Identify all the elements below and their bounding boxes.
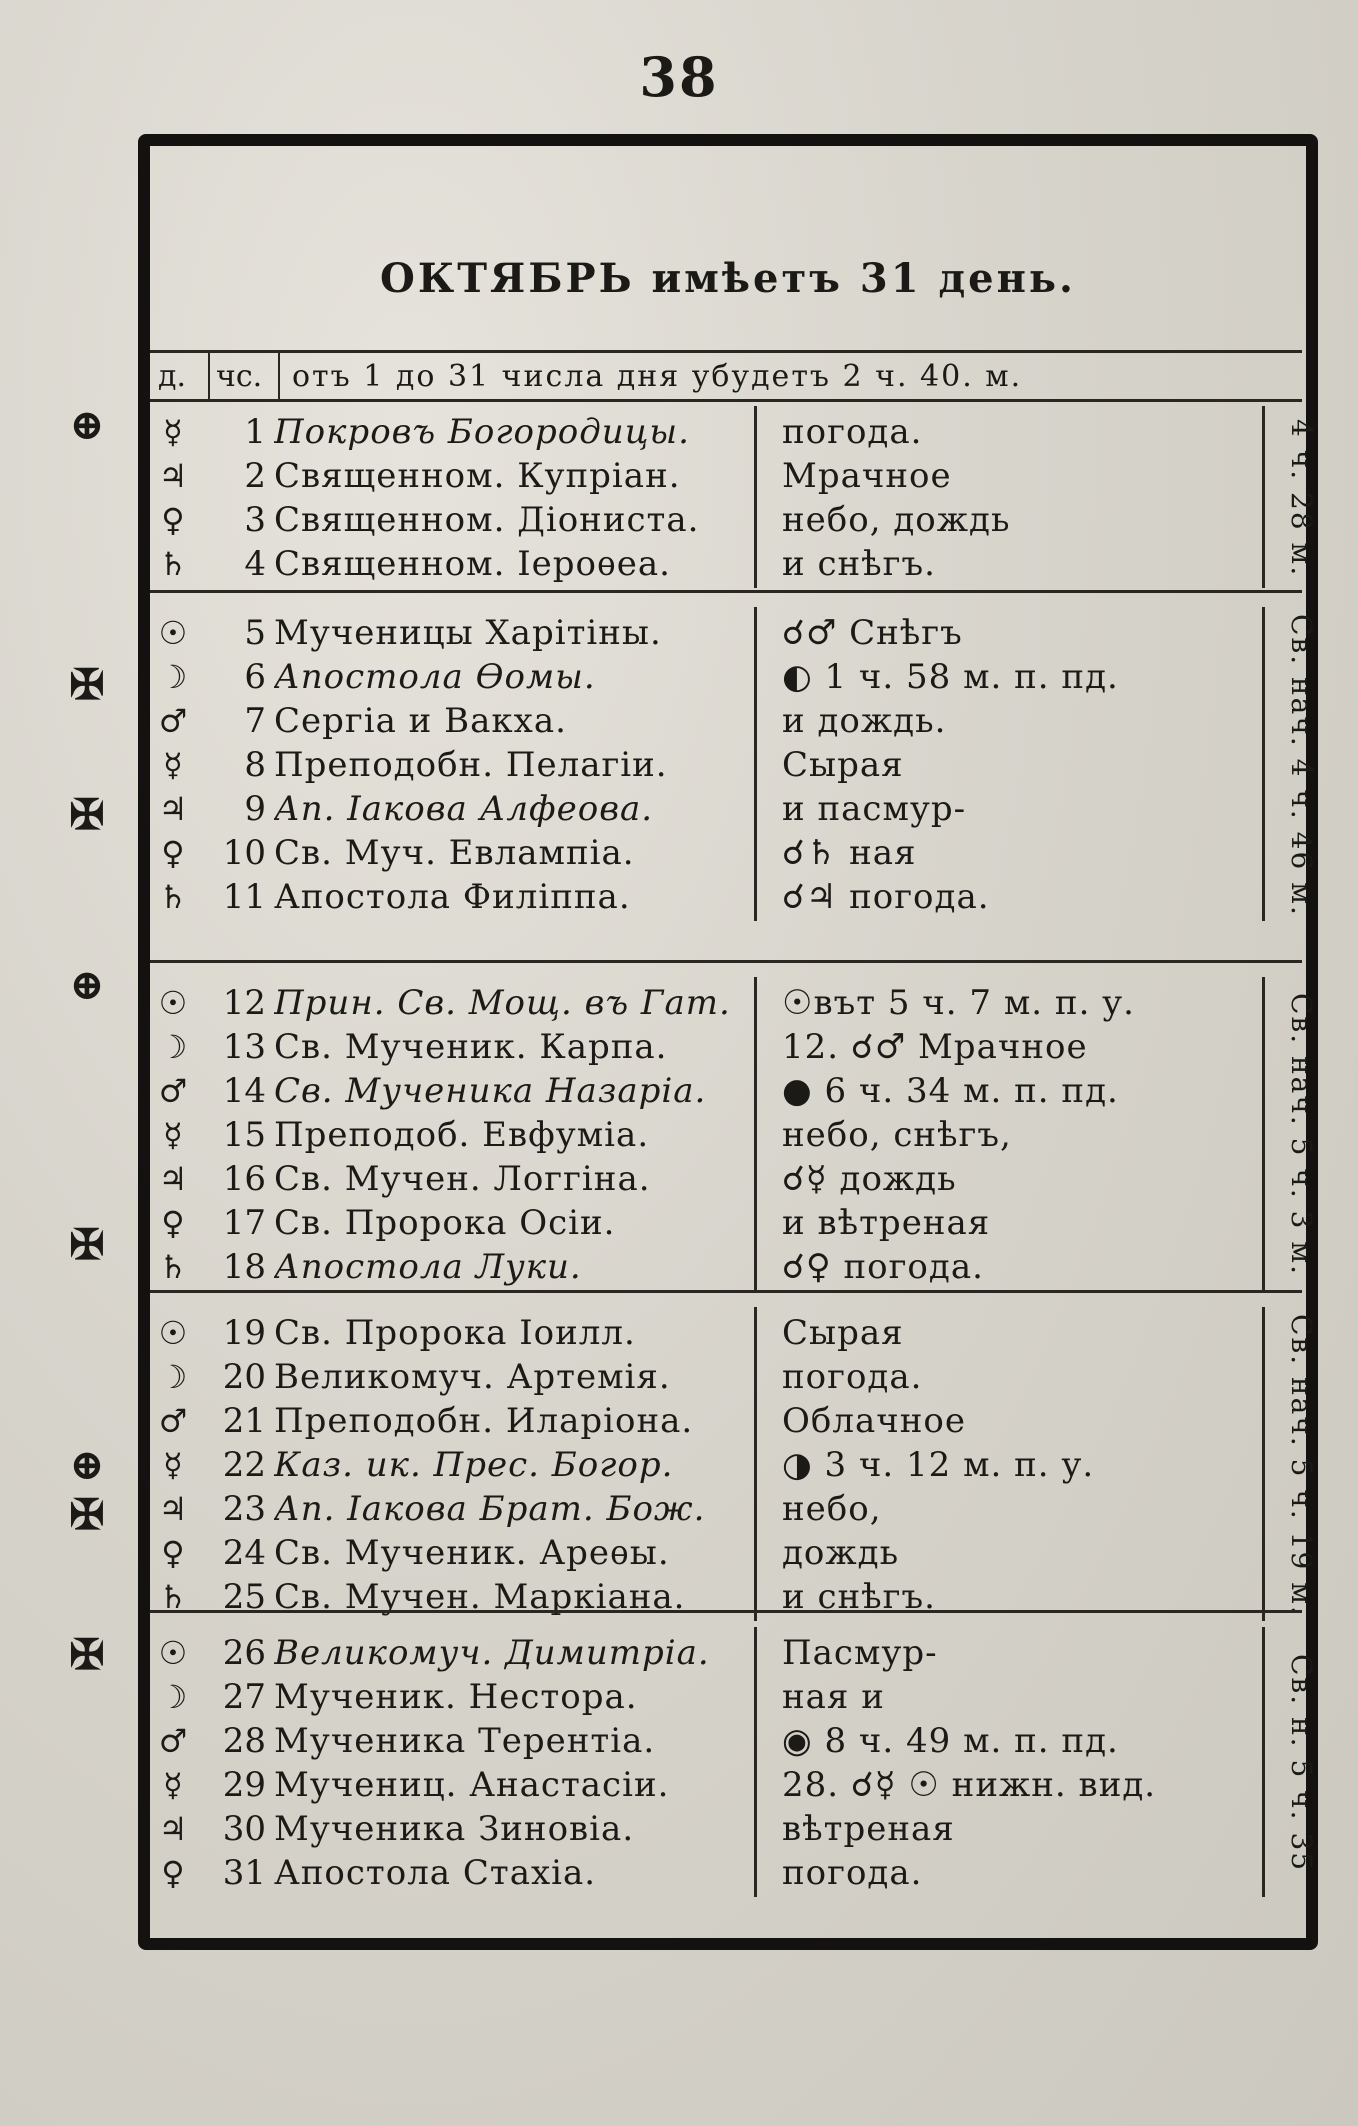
weekday-symbol: ♀ bbox=[161, 1854, 185, 1892]
weekday-symbol: ☉ bbox=[158, 1634, 188, 1672]
weather-note: ная и bbox=[782, 1677, 885, 1717]
weather-note: и снѣгъ. bbox=[782, 1577, 936, 1617]
calendar-row bbox=[150, 1245, 1302, 1289]
saint-name: Великомуч. Димитріа. bbox=[274, 1633, 710, 1673]
calendar-row bbox=[150, 1025, 1302, 1069]
cross-icon: ✠ bbox=[69, 790, 105, 839]
calendar-row bbox=[150, 1487, 1302, 1531]
saint-name: Великомуч. Артемія. bbox=[274, 1357, 671, 1397]
calendar-row bbox=[150, 1851, 1302, 1895]
weather-note: Сырая bbox=[782, 1313, 904, 1353]
weekday-symbol: ♄ bbox=[158, 1248, 188, 1286]
weekday-symbol: ♀ bbox=[161, 1204, 185, 1242]
day-number: 16 bbox=[222, 1159, 266, 1199]
cross-icon: ✠ bbox=[69, 660, 105, 709]
cross-icon: ✠ bbox=[69, 1490, 105, 1539]
calendar-row bbox=[150, 1443, 1302, 1487]
cross-circle-icon: ⊕ bbox=[69, 400, 105, 449]
week-block bbox=[150, 960, 1318, 1296]
saint-name: Св. Мученик. Ареѳы. bbox=[274, 1533, 670, 1573]
weather-note: небо, bbox=[782, 1489, 882, 1529]
day-number: 15 bbox=[222, 1115, 266, 1155]
calendar-row bbox=[150, 699, 1302, 743]
weekday-symbol: ♄ bbox=[158, 1578, 188, 1616]
day-number: 17 bbox=[222, 1203, 266, 1243]
calendar-row bbox=[150, 981, 1302, 1025]
saint-name: Каз. ик. Прес. Богор. bbox=[274, 1445, 674, 1485]
weather-note: 12. ☌♂ Мрачное bbox=[782, 1027, 1088, 1067]
weekday-symbol: ♂ bbox=[158, 1402, 188, 1440]
weather-note: Сырая bbox=[782, 745, 904, 785]
day-number: 29 bbox=[222, 1765, 266, 1805]
saint-name: Св. Мученик. Карпа. bbox=[274, 1027, 668, 1067]
calendar-row bbox=[150, 611, 1302, 655]
weather-note: небо, дождь bbox=[782, 500, 1011, 540]
saint-name: Преподобн. Пелагіи. bbox=[274, 745, 668, 785]
calendar-row bbox=[150, 542, 1302, 586]
weekday-symbol: ♀ bbox=[161, 1534, 185, 1572]
calendar-row bbox=[150, 1807, 1302, 1851]
saint-name: Св. Мучен. Логгіна. bbox=[274, 1159, 651, 1199]
calendar-row bbox=[150, 1675, 1302, 1719]
saint-name: Преподоб. Евфуміа. bbox=[274, 1115, 650, 1155]
calendar-row bbox=[150, 410, 1302, 454]
calendar-row bbox=[150, 454, 1302, 498]
saint-name: Ап. Іакова Алфеова. bbox=[274, 789, 654, 829]
day-number: 31 bbox=[222, 1853, 266, 1893]
weather-note: небо, снѣгъ, bbox=[782, 1115, 1012, 1155]
day-number: 3 bbox=[244, 500, 266, 540]
day-number: 8 bbox=[244, 745, 266, 785]
day-number: 30 bbox=[222, 1809, 266, 1849]
sunrise-note: Св. нач. 4 ч. 46 м. bbox=[1285, 613, 1318, 917]
calendar-row bbox=[150, 1201, 1302, 1245]
weather-note: ☌♃ погода. bbox=[782, 877, 990, 917]
weather-note: и пасмур- bbox=[782, 789, 967, 829]
weekday-symbol: ♂ bbox=[158, 1072, 188, 1110]
weather-note: погода. bbox=[782, 412, 923, 452]
weekday-symbol: ♀ bbox=[161, 501, 185, 539]
calendar-row bbox=[150, 1719, 1302, 1763]
weather-note: ☌♀ погода. bbox=[782, 1247, 984, 1287]
saint-name: Мученика Зиновіа. bbox=[274, 1809, 635, 1849]
saint-name: Апостола Ѳомы. bbox=[274, 657, 596, 697]
saint-name: Мучениц. Анастасіи. bbox=[274, 1765, 670, 1805]
weather-note: и вѣтреная bbox=[782, 1203, 991, 1243]
saint-name: Св. Пророка Осіи. bbox=[274, 1203, 616, 1243]
weekday-symbol: ☉ bbox=[158, 614, 188, 652]
weekday-symbol: ☽ bbox=[158, 1028, 188, 1066]
weather-note: погода. bbox=[782, 1853, 923, 1893]
weekday-symbol: ☽ bbox=[158, 1678, 188, 1716]
saint-name: Ап. Іакова Брат. Бож. bbox=[274, 1489, 706, 1529]
calendar-row bbox=[150, 787, 1302, 831]
weekday-symbol: ♃ bbox=[158, 1490, 188, 1528]
day-number: 22 bbox=[222, 1445, 266, 1485]
weekday-symbol: ☽ bbox=[158, 1358, 188, 1396]
saint-name: Св. Мученика Назаріа. bbox=[274, 1071, 707, 1111]
calendar-row bbox=[150, 1531, 1302, 1575]
weekday-symbol: ☿ bbox=[163, 413, 183, 451]
saint-name: Св. Мучен. Маркіана. bbox=[274, 1577, 686, 1617]
weekday-symbol: ☉ bbox=[158, 1314, 188, 1352]
saint-name: Священном. Іероѳеа. bbox=[274, 544, 671, 584]
table-header bbox=[150, 350, 1302, 402]
day-number: 6 bbox=[244, 657, 266, 697]
saint-name: Мученицы Харітіны. bbox=[274, 613, 662, 653]
calendar-row bbox=[150, 1157, 1302, 1201]
calendar-row bbox=[150, 831, 1302, 875]
day-number: 14 bbox=[222, 1071, 266, 1111]
weekday-symbol: ☿ bbox=[163, 1766, 183, 1804]
cross-circle-icon: ⊕ bbox=[69, 1440, 105, 1489]
day-number: 24 bbox=[222, 1533, 266, 1573]
weather-note: Мрачное bbox=[782, 456, 952, 496]
calendar-row bbox=[150, 743, 1302, 787]
day-number: 2 bbox=[244, 456, 266, 496]
calendar-row bbox=[150, 1355, 1302, 1399]
weather-note: ☌☿ дождь bbox=[782, 1159, 957, 1199]
weekday-symbol: ☉ bbox=[158, 984, 188, 1022]
sunrise-note: Св. нач. 5 ч. 3 м. bbox=[1285, 993, 1318, 1277]
calendar-row bbox=[150, 498, 1302, 542]
weekday-symbol: ♄ bbox=[158, 878, 188, 916]
cross-icon: ✠ bbox=[69, 1630, 105, 1679]
cross-circle-icon: ⊕ bbox=[69, 960, 105, 1009]
weather-note: ☌♂ Снѣгъ bbox=[782, 613, 963, 653]
saint-name: Преподобн. Иларіона. bbox=[274, 1401, 694, 1441]
day-number: 20 bbox=[222, 1357, 266, 1397]
saint-name: Апостола Филіппа. bbox=[274, 877, 631, 917]
saint-name: Мученика Терентіа. bbox=[274, 1721, 656, 1761]
week-block bbox=[150, 1290, 1318, 1626]
day-number: 5 bbox=[244, 613, 266, 653]
day-number: 28 bbox=[222, 1721, 266, 1761]
weather-note: и снѣгъ. bbox=[782, 544, 936, 584]
weather-note: 28. ☌☿ ☉ нижн. вид. bbox=[782, 1765, 1157, 1805]
weekday-symbol: ☿ bbox=[163, 1446, 183, 1484]
weekday-symbol: ♃ bbox=[158, 790, 188, 828]
weekday-symbol: ☿ bbox=[163, 746, 183, 784]
weather-note: Пасмур- bbox=[782, 1633, 938, 1673]
weather-note: Облачное bbox=[782, 1401, 966, 1441]
weather-note: и дождь. bbox=[782, 701, 947, 741]
day-number: 7 bbox=[244, 701, 266, 741]
weather-note: ☉вът 5 ч. 7 м. п. у. bbox=[782, 983, 1135, 1023]
calendar-row bbox=[150, 655, 1302, 699]
weekday-symbol: ♃ bbox=[158, 1160, 188, 1198]
weather-note: ● 6 ч. 34 м. п. пд. bbox=[782, 1071, 1119, 1111]
saint-name: Священном. Діониста. bbox=[274, 500, 700, 540]
day-number: 23 bbox=[222, 1489, 266, 1529]
saint-name: Апостола Луки. bbox=[274, 1247, 582, 1287]
weather-note: ☌♄ ная bbox=[782, 833, 917, 873]
weather-note: дождь bbox=[782, 1533, 900, 1573]
weekday-symbol: ♂ bbox=[158, 1722, 188, 1760]
weekday-symbol: ♂ bbox=[158, 702, 188, 740]
calendar-row bbox=[150, 1113, 1302, 1157]
weekday-symbol: ♀ bbox=[161, 834, 185, 872]
day-number: 13 bbox=[222, 1027, 266, 1067]
day-number: 19 bbox=[222, 1313, 266, 1353]
calendar-row bbox=[150, 875, 1302, 919]
calendar-row bbox=[150, 1763, 1302, 1807]
weekday-symbol: ☽ bbox=[158, 658, 188, 696]
day-number: 26 bbox=[222, 1633, 266, 1673]
weather-note: ◑ 3 ч. 12 м. п. у. bbox=[782, 1445, 1095, 1485]
day-number: 9 bbox=[244, 789, 266, 829]
cross-icon: ✠ bbox=[69, 1220, 105, 1269]
calendar-row bbox=[150, 1311, 1302, 1355]
sunrise-note: Св. нач. 5 ч. 19 м. bbox=[1285, 1313, 1318, 1617]
saint-name: Покровъ Богородицы. bbox=[274, 412, 690, 452]
saint-name: Апостола Стахіа. bbox=[274, 1853, 597, 1893]
saint-name: Священном. Купріан. bbox=[274, 456, 681, 496]
calendar-row bbox=[150, 1631, 1302, 1675]
weather-note: ◉ 8 ч. 49 м. п. пд. bbox=[782, 1721, 1119, 1761]
weekday-symbol: ♄ bbox=[158, 545, 188, 583]
day-number: 12 bbox=[222, 983, 266, 1023]
page-number: 38 bbox=[639, 45, 719, 109]
day-number: 11 bbox=[222, 877, 266, 917]
day-number: 21 bbox=[222, 1401, 266, 1441]
saint-name: Сергіа и Вакха. bbox=[274, 701, 567, 741]
weekday-symbol: ♃ bbox=[158, 1810, 188, 1848]
saint-name: Прин. Св. Мощ. въ Гат. bbox=[274, 983, 731, 1023]
day-number: 1 bbox=[244, 412, 266, 452]
saint-name: Св. Пророка Іоилл. bbox=[274, 1313, 636, 1353]
weather-note: вѣтреная bbox=[782, 1809, 955, 1849]
day-number: 4 bbox=[244, 544, 266, 584]
weekday-symbol: ☿ bbox=[163, 1116, 183, 1154]
saint-name: Мученик. Нестора. bbox=[274, 1677, 638, 1717]
day-number: 18 bbox=[222, 1247, 266, 1287]
day-number: 25 bbox=[222, 1577, 266, 1617]
header-sunlight: отъ 1 до 31 числа дня убудетъ 2 ч. 40. м. bbox=[292, 358, 1023, 394]
calendar-row bbox=[150, 1069, 1302, 1113]
sunrise-note: Св. н. 5 ч. 35 bbox=[1285, 1653, 1318, 1873]
sunrise-note: 4 ч. 28 м. bbox=[1285, 418, 1318, 578]
week-block bbox=[150, 1610, 1318, 1902]
week-block bbox=[150, 402, 1318, 596]
day-number: 27 bbox=[222, 1677, 266, 1717]
day-number: 10 bbox=[222, 833, 266, 873]
week-block bbox=[150, 590, 1318, 926]
header-number: чс. bbox=[208, 353, 280, 399]
weather-note: погода. bbox=[782, 1357, 923, 1397]
saint-name: Св. Муч. Евлампіа. bbox=[274, 833, 635, 873]
weather-note: ◐ 1 ч. 58 м. п. пд. bbox=[782, 657, 1119, 697]
page-title: ОКТЯБРЬ имѣетъ 31 день. bbox=[380, 255, 1076, 302]
calendar-row bbox=[150, 1399, 1302, 1443]
weekday-symbol: ♃ bbox=[158, 457, 188, 495]
header-day: д. bbox=[158, 358, 187, 394]
